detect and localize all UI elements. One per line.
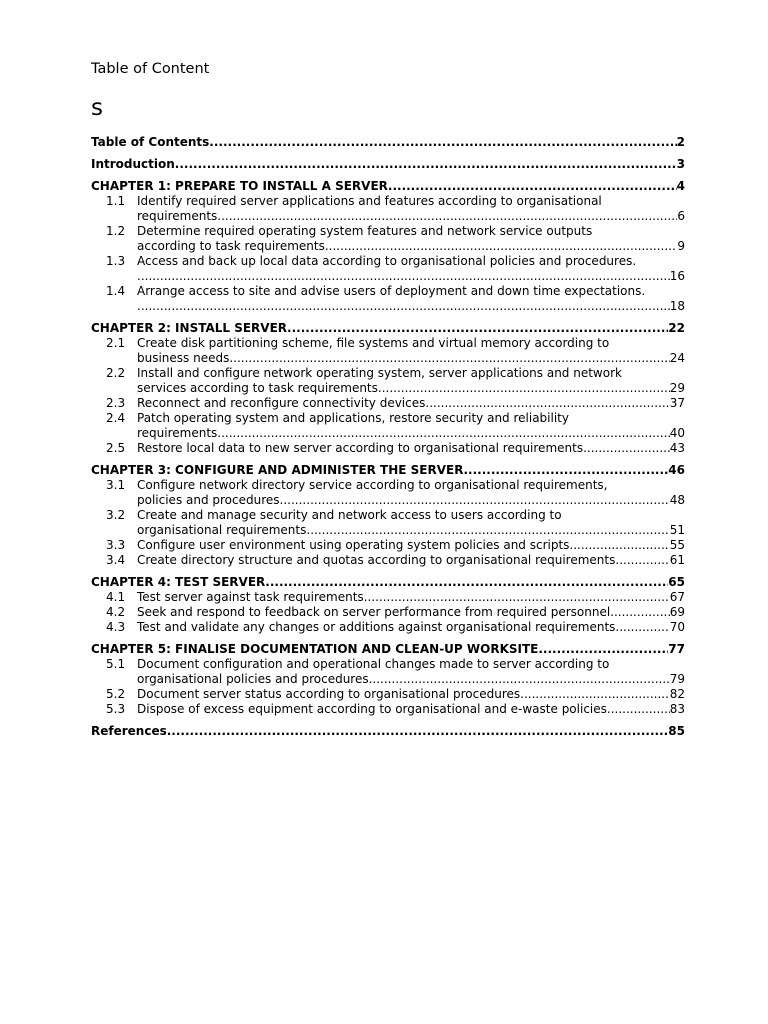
toc-subentry-number: 2.2 bbox=[106, 366, 126, 380]
toc-subentry-number: 2.1 bbox=[106, 336, 126, 350]
toc-subentry-number: 4.2 bbox=[106, 605, 126, 619]
toc-subentry-2-4-continuation[interactable] bbox=[91, 426, 685, 441]
dot-leader bbox=[615, 553, 669, 568]
toc-subentry-1-4-continuation[interactable] bbox=[91, 299, 685, 314]
toc-subentry-number: 2.5 bbox=[106, 441, 126, 455]
toc-subentry-text: requirements bbox=[137, 426, 218, 440]
toc-chapter-title: CHAPTER 2: INSTALL SERVER bbox=[91, 321, 288, 335]
toc-page-number: 18 bbox=[669, 299, 685, 313]
toc-page-number: 67 bbox=[669, 590, 685, 604]
toc-subentry-text: Document configuration and operational changes made to server according to bbox=[137, 657, 610, 671]
toc-subentry-text: Test server against task requirements bbox=[137, 590, 364, 604]
toc-subentry-text: services according to task requirements bbox=[137, 381, 378, 395]
dot-leader bbox=[369, 672, 670, 687]
toc-chapter-1[interactable] bbox=[91, 179, 685, 194]
toc-chapter-3[interactable] bbox=[91, 463, 685, 478]
toc-subentry-number: 4.1 bbox=[106, 590, 126, 604]
toc-chapter-2[interactable] bbox=[91, 321, 685, 336]
toc-subentry-text: Test and validate any changes or additions against organisational requirements bbox=[137, 620, 616, 634]
toc-subentry-text: Document server status according to organisational procedures bbox=[137, 687, 521, 701]
toc-subentry-text: Configure user environment using operating system policies and scripts bbox=[137, 538, 570, 552]
toc-subentry-text: Access and back up local data according to organisational policies and procedures. bbox=[137, 254, 637, 268]
toc-subentry-5-1-continuation[interactable] bbox=[91, 672, 685, 687]
toc-subentry-number: 3.4 bbox=[106, 553, 126, 567]
toc-entry-label: References bbox=[91, 724, 167, 738]
toc-page-number: 29 bbox=[669, 381, 685, 395]
toc-subentry-text: Restore local data to new server according to organisational requirements bbox=[137, 441, 584, 455]
toc-subentry-text: organisational requirements bbox=[137, 523, 307, 537]
toc-chapter-title: CHAPTER 3: CONFIGURE AND ADMINISTER THE SERVER bbox=[91, 463, 464, 477]
dot-leader bbox=[388, 179, 677, 194]
toc-page-number: 6 bbox=[677, 209, 685, 223]
dot-leader bbox=[364, 590, 670, 605]
toc-subentry-number: 2.4 bbox=[106, 411, 126, 425]
toc-subentry-number: 1.2 bbox=[106, 224, 126, 238]
toc-entry-references[interactable] bbox=[91, 724, 685, 739]
toc-subentry-4-2[interactable] bbox=[91, 605, 685, 620]
toc-page-number: 55 bbox=[669, 538, 685, 552]
toc-subentry-number: 3.2 bbox=[106, 508, 126, 522]
toc-subentry-text: Identify required server applications and features according to organisational bbox=[137, 194, 602, 208]
toc-subentry-1-2[interactable] bbox=[91, 224, 685, 239]
toc-subentry-text: Dispose of excess equipment according to organisational and e-waste policies bbox=[137, 702, 607, 716]
toc-page-number: 77 bbox=[668, 642, 685, 656]
toc-subentry-2-5[interactable] bbox=[91, 441, 685, 456]
toc-subentry-3-2-continuation[interactable] bbox=[91, 523, 685, 538]
toc-page-number: 51 bbox=[669, 523, 685, 537]
toc-subentry-text: Create and manage security and network access to users according to bbox=[137, 508, 562, 522]
toc-subentry-text: Determine required operating system features and network service outputs bbox=[137, 224, 593, 238]
toc-subentry-5-3[interactable] bbox=[91, 702, 685, 717]
toc-chapter-4[interactable] bbox=[91, 575, 685, 590]
dot-leader bbox=[607, 702, 670, 717]
toc-subentry-3-1-continuation[interactable] bbox=[91, 493, 685, 508]
dot-leader bbox=[306, 523, 669, 538]
dot-leader bbox=[287, 321, 668, 336]
toc-page-number: 69 bbox=[669, 605, 685, 619]
toc-page-number: 43 bbox=[669, 441, 685, 455]
toc-subentry-5-2[interactable] bbox=[91, 687, 685, 702]
toc-subentry-text: Create disk partitioning scheme, file systems and virtual memory according to bbox=[137, 336, 610, 350]
dot-leader bbox=[569, 538, 669, 553]
toc-subentry-2-2[interactable] bbox=[91, 366, 685, 381]
dot-leader bbox=[425, 396, 669, 411]
toc-subentry-number: 2.3 bbox=[106, 396, 126, 410]
dot-leader bbox=[325, 239, 678, 254]
toc-subentry-text: business needs bbox=[137, 351, 230, 365]
toc-subentry-1-3[interactable] bbox=[91, 254, 685, 269]
toc-subentry-text: policies and procedures bbox=[137, 493, 280, 507]
toc-subentry-2-1[interactable] bbox=[91, 336, 685, 351]
toc-subentry-number: 3.3 bbox=[106, 538, 126, 552]
dot-leader bbox=[378, 381, 670, 396]
toc-page-number: 9 bbox=[677, 239, 685, 253]
toc-subentry-4-3[interactable] bbox=[91, 620, 685, 635]
toc-subentry-3-3[interactable] bbox=[91, 538, 685, 553]
toc-subentry-1-2-continuation[interactable] bbox=[91, 239, 685, 254]
toc-subentry-number: 1.3 bbox=[106, 254, 126, 268]
dot-leader bbox=[229, 351, 669, 366]
toc-page-number: 82 bbox=[669, 687, 685, 701]
dot-leader bbox=[137, 269, 670, 284]
toc-subentry-1-4[interactable] bbox=[91, 284, 685, 299]
toc-entry-introduction[interactable] bbox=[91, 157, 685, 172]
toc-page-number: 65 bbox=[668, 575, 685, 589]
toc-chapter-title: CHAPTER 5: FINALISE DOCUMENTATION AND CLEAN-UP WORKSITE bbox=[91, 642, 539, 656]
toc-subentry-text: requirements bbox=[137, 209, 218, 223]
toc-subentry-text: Create directory structure and quotas according to organisational requirements bbox=[137, 553, 616, 567]
document-heading-continuation: s bbox=[91, 95, 103, 121]
dot-leader bbox=[520, 687, 670, 702]
toc-entry-table-of-contents[interactable] bbox=[91, 135, 685, 150]
toc-subentry-text: Configure network directory service according to organisational requirements, bbox=[137, 478, 608, 492]
toc-page-number: 16 bbox=[669, 269, 685, 283]
toc-subentry-text: Seek and respond to feedback on server performance from required personnel bbox=[137, 605, 611, 619]
toc-subentry-number: 3.1 bbox=[106, 478, 126, 492]
toc-subentry-number: 4.3 bbox=[106, 620, 126, 634]
toc-page-number: 48 bbox=[669, 493, 685, 507]
toc-subentry-text: organisational policies and procedures bbox=[137, 672, 369, 686]
toc-page-number: 24 bbox=[669, 351, 685, 365]
toc-chapter-title: CHAPTER 4: TEST SERVER bbox=[91, 575, 266, 589]
toc-subentry-number: 5.1 bbox=[106, 657, 126, 671]
toc-page-number: 83 bbox=[669, 702, 685, 716]
dot-leader bbox=[538, 642, 668, 657]
toc-subentry-text: according to task requirements bbox=[137, 239, 325, 253]
dot-leader bbox=[280, 493, 670, 508]
toc-subentry-text: Arrange access to site and advise users of deployment and down time expectations. bbox=[137, 284, 646, 298]
toc-subentry-number: 1.1 bbox=[106, 194, 126, 208]
dot-leader bbox=[217, 426, 669, 441]
toc-subentry-3-2[interactable] bbox=[91, 508, 685, 523]
toc-entry-label: Table of Contents bbox=[91, 135, 210, 149]
dot-leader bbox=[583, 441, 670, 456]
toc-page-number: 85 bbox=[668, 724, 685, 738]
toc-chapter-title: CHAPTER 1: PREPARE TO INSTALL A SERVER bbox=[91, 179, 388, 193]
toc-page-number: 46 bbox=[668, 463, 685, 477]
dot-leader bbox=[463, 463, 668, 478]
toc-subentry-text: Install and configure network operating system, server applications and network bbox=[137, 366, 622, 380]
toc-subentry-1-1[interactable] bbox=[91, 194, 685, 209]
dot-leader bbox=[209, 135, 676, 150]
toc-page-number: 4 bbox=[676, 179, 685, 193]
dot-leader bbox=[167, 724, 669, 739]
toc-entry-label: Introduction bbox=[91, 157, 175, 171]
toc-page-number: 3 bbox=[676, 157, 685, 171]
toc-subentry-3-4[interactable] bbox=[91, 553, 685, 568]
toc-subentry-text: Reconnect and reconfigure connectivity devices bbox=[137, 396, 426, 410]
dot-leader bbox=[610, 605, 670, 620]
dot-leader bbox=[175, 157, 677, 172]
document-heading: Table of Content bbox=[91, 61, 210, 77]
toc-subentry-1-3-continuation[interactable] bbox=[91, 269, 685, 284]
toc-subentry-3-1[interactable] bbox=[91, 478, 685, 493]
toc-page-number: 61 bbox=[669, 553, 685, 567]
dot-leader bbox=[615, 620, 669, 635]
table-of-contents bbox=[91, 135, 685, 739]
toc-page-number: 22 bbox=[668, 321, 685, 335]
toc-subentry-4-1[interactable] bbox=[91, 590, 685, 605]
toc-page-number: 40 bbox=[669, 426, 685, 440]
toc-subentry-number: 5.2 bbox=[106, 687, 126, 701]
toc-subentry-2-1-continuation[interactable] bbox=[91, 351, 685, 366]
toc-subentry-2-4[interactable] bbox=[91, 411, 685, 426]
toc-subentry-text: Patch operating system and applications, restore security and reliability bbox=[137, 411, 569, 425]
toc-page-number: 79 bbox=[669, 672, 685, 686]
toc-subentry-1-1-continuation[interactable] bbox=[91, 209, 685, 224]
toc-page-number: 37 bbox=[669, 396, 685, 410]
toc-subentry-2-3[interactable] bbox=[91, 396, 685, 411]
toc-page-number: 2 bbox=[676, 135, 685, 149]
toc-subentry-5-1[interactable] bbox=[91, 657, 685, 672]
dot-leader bbox=[217, 209, 677, 224]
dot-leader bbox=[137, 299, 670, 314]
toc-chapter-5[interactable] bbox=[91, 642, 685, 657]
toc-subentry-2-2-continuation[interactable] bbox=[91, 381, 685, 396]
toc-subentry-number: 1.4 bbox=[106, 284, 126, 298]
toc-page-number: 70 bbox=[669, 620, 685, 634]
toc-subentry-number: 5.3 bbox=[106, 702, 126, 716]
dot-leader bbox=[265, 575, 668, 590]
